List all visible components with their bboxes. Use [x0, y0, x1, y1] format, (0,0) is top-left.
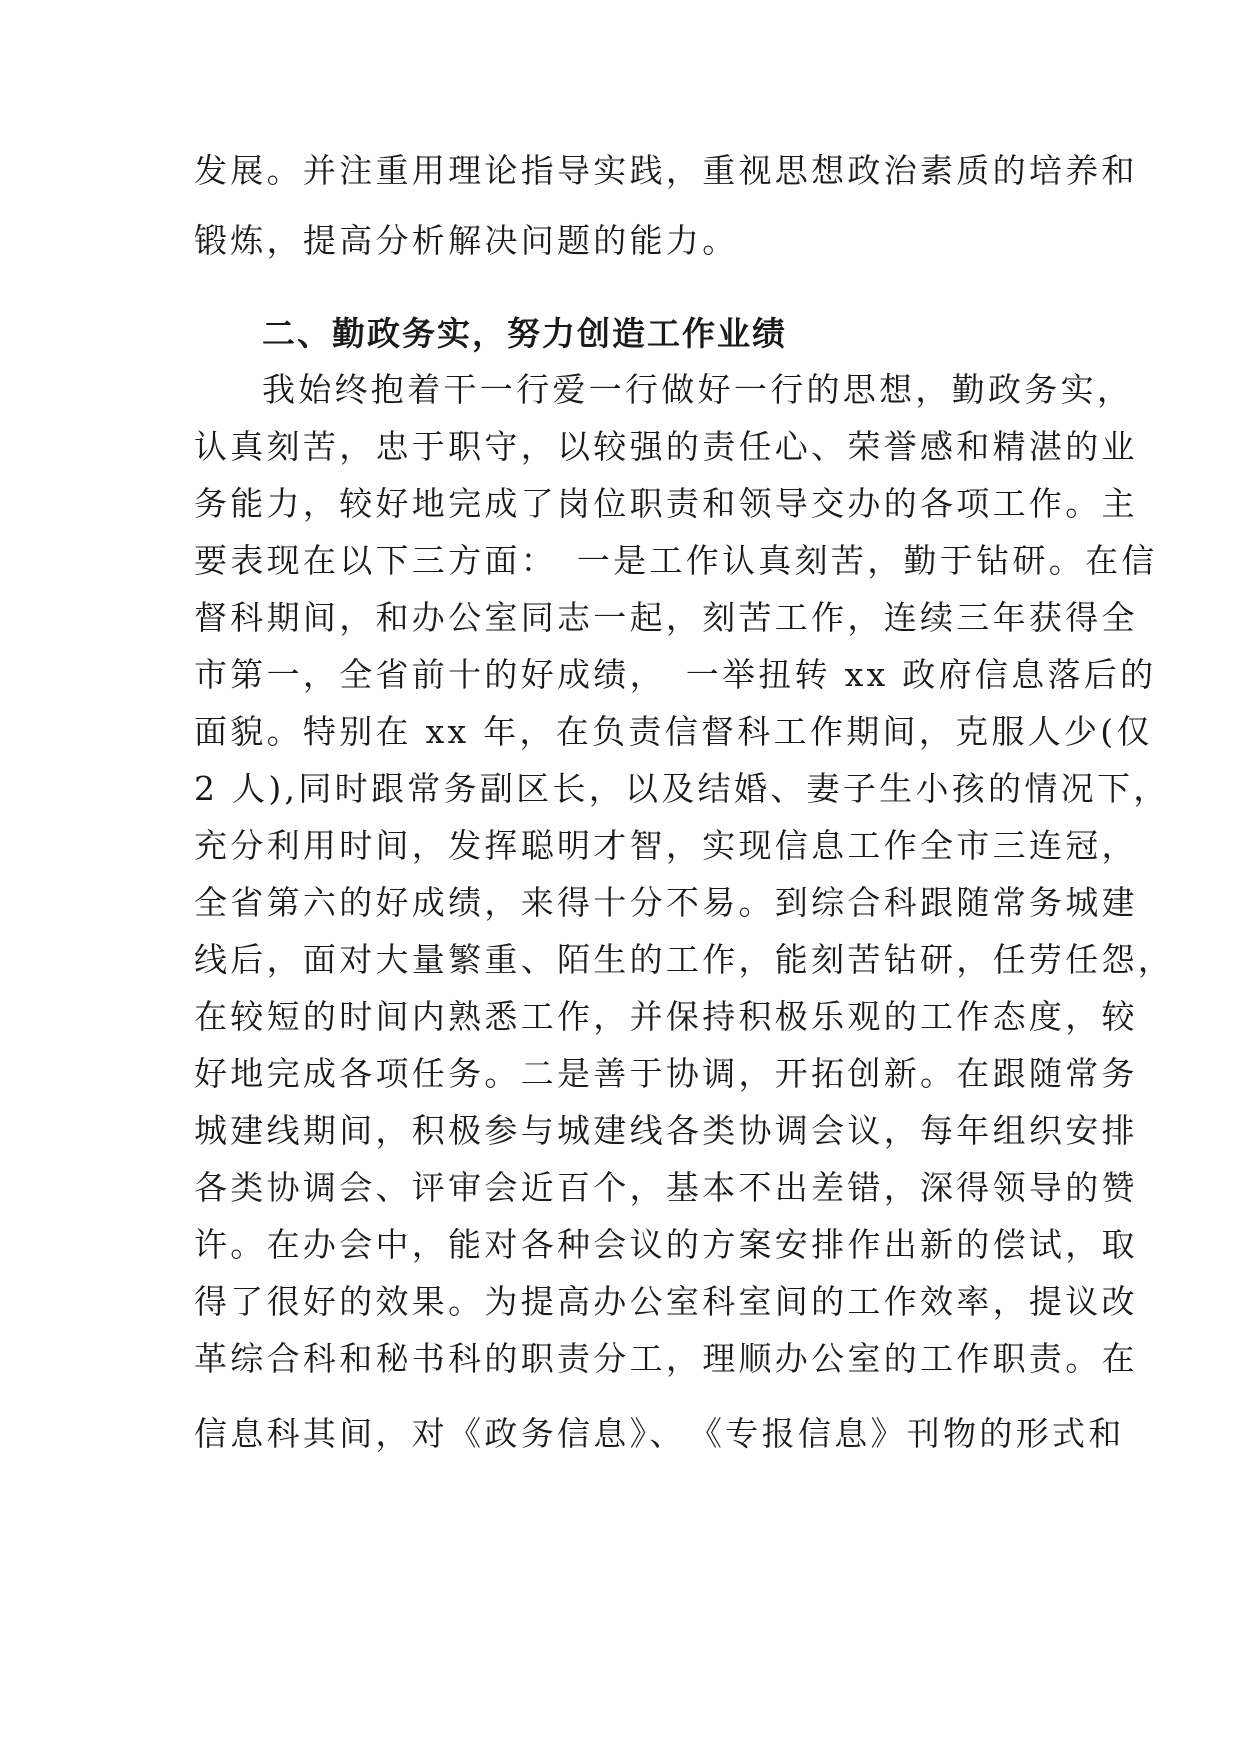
section-heading: 二、勤政务实，努力创造工作业绩 — [262, 314, 787, 353]
paragraph-first-line: 我始终抱着干一行爱一行做好一行的思想，勤政务实， — [262, 370, 1134, 409]
text-line: 面貌。特别在 xx 年，在负责信督科工作期间，克服人少(仅 — [194, 712, 1153, 751]
text-line: 市第一，全省前十的好成绩， 一举扭转 xx 政府信息落后的 — [194, 655, 1157, 694]
text-line: 好地完成各项任务。二是善于协调，开拓创新。在跟随常务 — [194, 1054, 1138, 1093]
text-line: 线后，面对大量繁重、陌生的工作，能刻苦钻研，任劳任怨， — [194, 940, 1175, 979]
text-line: 各类协调会、评审会近百个，基本不出差错，深得领导的赞 — [194, 1168, 1138, 1207]
text-line: 锻炼，提高分析解决问题的能力。 — [194, 221, 739, 260]
text-line: 城建线期间，积极参与城建线各类协调会议，每年组织安排 — [194, 1111, 1138, 1150]
text-line: 在较短的时间内熟悉工作，并保持积极乐观的工作态度，较 — [194, 997, 1138, 1036]
text-line: 发展。并注重用理论指导实践，重视思想政治素质的培养和 — [194, 151, 1138, 190]
text-line: 督科期间，和办公室同志一起，刻苦工作，连续三年获得全 — [194, 598, 1138, 637]
text-line: 充分利用时间，发挥聪明才智，实现信息工作全市三连冠， — [194, 826, 1138, 865]
text-line: 革综合科和秘书科的职责分工，理顺办公室的工作职责。在 — [194, 1339, 1138, 1378]
text-line: 要表现在以下三方面： 一是工作认真刻苦，勤于钻研。在信 — [194, 541, 1158, 580]
text-line: 信息科其间，对《政务信息》、 《专报信息》刊物的形式和 — [194, 1414, 1125, 1453]
text-line: 2 人),同时跟常务副区长，以及结婚、妻子生小孩的情况下， — [194, 769, 1170, 808]
text-line: 全省第六的好成绩，来得十分不易。到综合科跟随常务城建 — [194, 883, 1138, 922]
text-line: 务能力，较好地完成了岗位职责和领导交办的各项工作。主 — [194, 484, 1138, 523]
text-line: 认真刻苦，忠于职守，以较强的责任心、荣誉感和精湛的业 — [194, 427, 1138, 466]
text-line: 得了很好的效果。为提高办公室科室间的工作效率，提议改 — [194, 1282, 1138, 1321]
text-line: 许。在办会中，能对各种会议的方案安排作出新的偿试，取 — [194, 1225, 1138, 1264]
